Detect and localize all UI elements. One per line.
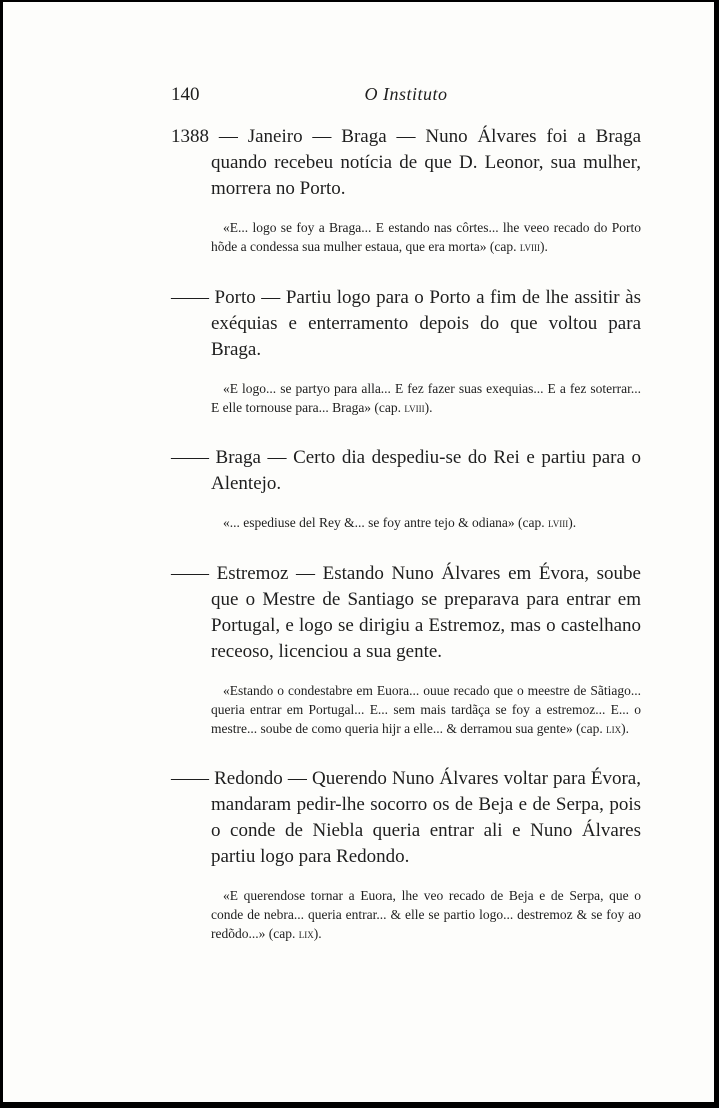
entry-body: Querendo Nuno Álvares voltar para Évora, mandaram pedir-lhe socorro os de Beja e de Serpa, pois o conde de Niebla queria entrar ali e Nuno Álvares partiu logo para Redondo.: [211, 768, 641, 867]
entry-text: [171, 561, 641, 665]
chapter-ref: lviii: [519, 239, 541, 254]
source-quote: «E... logo se foy a Braga... E estando nas côrtes... lhe veeo recado do Porto hõde a condessa sua mulher estaua, que era morta» (cap. lviii).: [211, 220, 641, 254]
source-quote: «Estando o condestabre em Euora... ouue recado que o meestre de Sãtiago... queria entrar em Portugal... E... sem mais tardãça se foy a estremoz... E... o mestre... soube de como queria hijr a elle... & derramou sua gente» (cap. lix).: [211, 683, 641, 736]
entry-body: Certo dia despediu-se do Rei e partiu para o Alentejo.: [211, 447, 641, 494]
chapter-ref: lix: [298, 926, 314, 941]
entry-text: [171, 285, 641, 363]
entry-1388-braga: [171, 124, 641, 256]
entry-lead: —— Porto —: [171, 287, 286, 308]
entry-body: Partiu logo para o Porto a fim de lhe assitir às exéquias e enterramento depois do que voltou para Braga.: [211, 287, 641, 360]
entry-text: [171, 124, 641, 202]
entry-estremoz: [171, 561, 641, 738]
entry-lead: 1388 — Janeiro — Braga —: [171, 126, 426, 147]
chronology-text: [171, 124, 641, 943]
entry-lead: —— Redondo —: [171, 768, 312, 789]
source-quote: «E querendose tornar a Euora, lhe veo recado de Beja e de Serpa, que o conde de nebra... queria entrar... & elle se partio logo... destremoz & se foy ao redõdo...» (cap. lix).: [211, 888, 641, 941]
entry-text: [171, 766, 641, 870]
chapter-ref: lviii: [548, 515, 569, 530]
entry-lead: —— Estremoz —: [171, 563, 323, 584]
page-header: [171, 84, 641, 110]
source-quote: «... espediuse del Rey &... se foy antre tejo & odiana» (cap. lviii).: [223, 515, 577, 530]
entry-lead: —— Braga —: [171, 447, 294, 468]
chapter-ref: lix: [606, 721, 622, 736]
entry-braga: [171, 445, 641, 532]
running-title: O Instituto: [364, 84, 448, 104]
entry-body: Nuno Álvares foi a Braga quando recebeu notícia de que D. Leonor, sua mulher, morrera no Porto.: [211, 126, 642, 199]
entry-redondo: [171, 766, 641, 943]
page-number: 140: [171, 84, 200, 105]
entry-body: Estando Nuno Álvares em Évora, soube que o Mestre de Santiago se preparava para entrar em Portugal, e logo se dirigiu a Estremoz, mas o castelhano receoso, licenciou a sua gente.: [211, 563, 641, 662]
entry-porto: [171, 285, 641, 417]
source-quote: «E logo... se partyo para alla... E fez fazer suas exequias... E a fez soterrar... E elle tornouse para... Braga» (cap. lviii).: [211, 381, 641, 415]
entry-text: [171, 445, 641, 497]
chapter-ref: lviii: [404, 400, 425, 415]
book-page: [3, 2, 714, 1102]
